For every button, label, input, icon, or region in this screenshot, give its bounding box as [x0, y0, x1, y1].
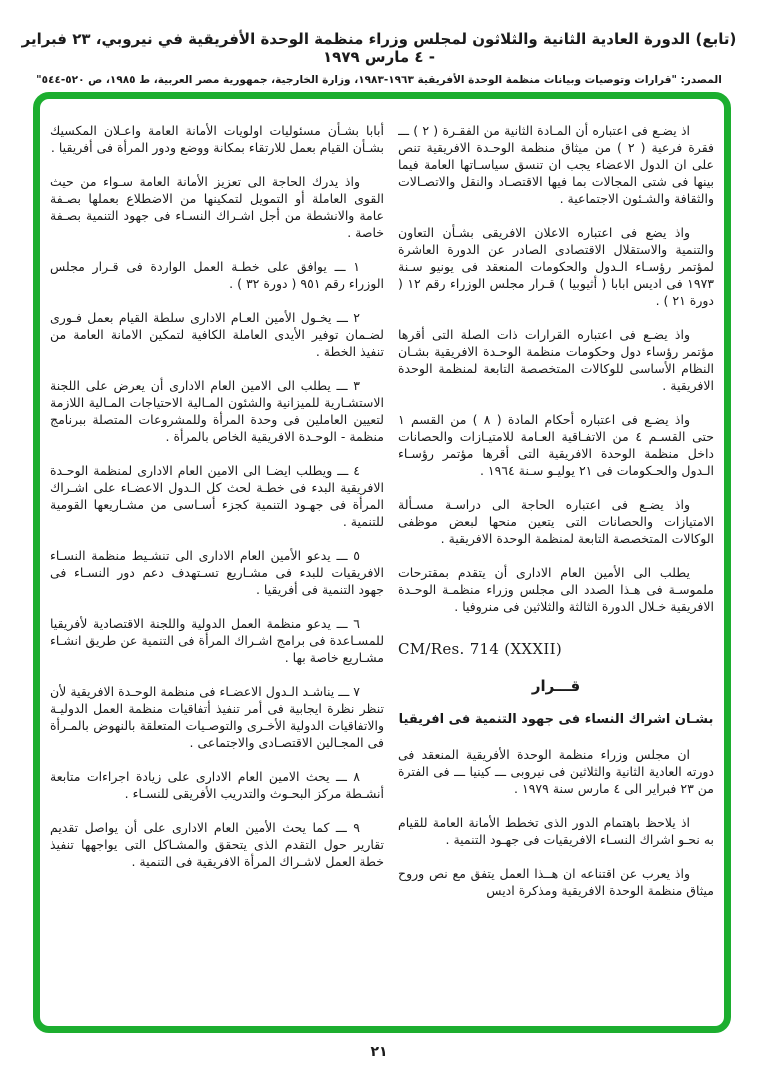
column-left	[50, 122, 384, 1012]
resolution-title: قـــرار	[531, 677, 581, 695]
paragraph-right-4: واذ يضـع فى اعتباره أحكام المادة ( ٨ ) من القسم ١ حتى القسـم ٤ من الاتفـاقية العـامة للامتيـازات والحصانات داخل منظمة الوحدة الافريقية التى أقرها مؤتمر رؤسـاء الـدول والحـكومات فى ٢١ يوليـو سـنة ١٩٦٤ .	[398, 412, 714, 478]
page-header	[0, 30, 758, 86]
paragraph-left-9: ٧ ـــ يناشـد الـدول الاعضـاء فى منظمة الوحـدة الافريقية لأن تنظر نظرة ايجابية فى أمر تنفيذ أتفاقيات منظمة العمل الدوليـة والاتفاقيات الدولية الأخـرى والتوصـيات المتعلقة بالنهوض بالمـرأة فى المجـالين الاقتصـادى والاجتماعى .	[50, 684, 384, 750]
column-right	[398, 122, 714, 1012]
paragraph-right-2: واذ يضع فى اعتباره الاعلان الافريقى بشـأن التعاون والتنمية والاستقلال الاقتصادى الصادر عن الدورة العاشرة لمؤتمر رؤسـاء الـدول والحكومات المنعقد فى يونيو سـنة ١٩٧٣ فى اديس ابابا ( أثيوبيا ) قـرار مجلس الوزراء رقم ١٢ ( دورة ٢١ ) .	[398, 225, 714, 308]
paragraph-right-8: اذ يلاحظ باهتمام الدور الذى تخطط الأمانة العامة للقيام به نحـو اشراك النسـاء الافريقيات فى جهـود التنمية .	[398, 815, 714, 847]
green-border-frame	[33, 92, 731, 1033]
paragraph-left-5: ٣ ـــ يطلب الى الامين العام الادارى أن يعرض على اللجنة الاستشـارية للميزانية والشئون المـالية الاحتياجات المـالية اللازمة لتعيين العاملين فى وحدة المرأة وللمشروعات المتصلة ببرنامج منظمة - الوحـدة الافريقية الخاص بالمرأة .	[50, 378, 384, 444]
paragraph-left-10: ٨ ـــ يحث الامين العام الادارى على زيادة اجراءات متابعة أنشـطة مركز البحـوث والتدريب الأفريقى للنسـاء .	[50, 769, 384, 801]
paragraph-left-3: ١ ـــ يوافق على خطـة العمل الواردة فى قـرار مجلس الوزراء رقم ٩٥١ ( دورة ٣٢ ) .	[50, 259, 384, 291]
paragraph-right-7: ان مجلس وزراء منظمة الوحدة الأفريقية المنعقد فى دورته العادية الثانية والثلاثين فى نيروبى ـــ كينيا ـــ فى الفترة من ٢٣ فبراير الى ٤ مارس سنة ١٩٧٩ .	[398, 747, 714, 796]
header-source-line: المصدر: "قرارات وتوصيات وبيانات منظمة الوحدة الأفريقية ١٩٦٣-١٩٨٣، وزارة الخارجية، جمهورية مصر العربية، ط ١٩٨٥، ص ٥٢٠-٥٤٤"	[36, 74, 722, 86]
page-number: ٢١	[370, 1044, 388, 1060]
paragraph-left-7: ٥ ـــ يدعو الأمين العام الادارى الى تنشـيط منظمة النسـاء الافريقيات للبدء فى مشـاريع تسـتهدف دعم دور النسـاء فى جهود التنمية فى أفريقيا .	[50, 548, 384, 597]
paragraph-left-2: واذ يدرك الحاجة الى تعزيز الأمانة العامة سـواء من حيث القوى العاملة أو التمويل لتمكينها من الاضطلاع بعملها بصـفة عامة والانشطة من أجل اشـراك النسـاء فى جهود التنمية بصـفة خاصة .	[50, 174, 384, 240]
paragraph-left-4: ٢ ـــ يخـول الأمين العـام الادارى سلطة القيام بعمل فـورى لضـمان توفير الأيدى العاملة الكافية لتمكين الامانة العامة من تنفيذ الخطة .	[50, 310, 384, 359]
paragraph-left-6: ٤ ـــ ويطلب ايضـا الى الامين العام الادارى لمنظمة الوحـدة الافريقية البدء فى خطـة لحث كل الـدول الاعضـاء على اشـراك المرأة فى جهـود التنمية كجزء أسـاسى من مشـاريعها القومية للتنمية .	[50, 463, 384, 529]
paragraph-left-11: ٩ ـــ كما يحث الأمين العام الادارى على أن يواصل تقديم تقارير حول التقدم الذى يتحقق والمشـاكل التى يواجهها تنفيذ خطة العمل لاشـراك المرأة الافريقية فى التنمية .	[50, 820, 384, 869]
header-session-title: (تابع) الدورة العادية الثانية والثلاثون لمجلس وزراء منظمة الوحدة الأفريقية في نيروبي، ٢٣ فبراير - ٤ مارس ١٩٧٩	[21, 30, 737, 66]
resolution-number: CM/Res. 714 (XXXII)	[398, 640, 562, 658]
paragraph-left-1: أبابا بشـأن مسئوليات اولويات الأمانة العامة واعـلان المكسيك بشـأن القيام بعمل للارتقاء بمكانة ووضع ودور المرأة فى أفريقيا .	[50, 123, 384, 155]
paragraph-left-8: ٦ ـــ يدعو منظمة العمل الدولية واللجنة الاقتصادية لأفريقيا للمسـاعدة فى برامج اشـراك المرأة فى التنمية عن طريق انشـاء مشـاريع خاصة بها .	[50, 616, 384, 665]
paragraph-right-3: واذ يضـع فى اعتباره القرارات ذات الصلة التى أقرها مؤتمر رؤساء دول وحكومات منظمة الوحـدة الافريقية بشـان النظام الأساسى للوكالات المتخصصة التابعة لمنظمة الوحدة الافريقية .	[398, 327, 714, 393]
paragraph-right-1: اذ يضـع فى اعتباره أن المـادة الثانية من الفقـرة ( ٢ ) ـــ فقرة فرعية ( ٢ ) من ميثاق منظمة الوحـدة الافريقية تنص على ان الدول الاعضاء يجب ان تنسق سياسـاتها العامة فيما بينها فى شتى المجالات بما فيها الاقتصـاد والنقل والاتصـالات والثقافة والشـئون الاجتماعية .	[398, 123, 714, 206]
resolution-subtitle: بشـان اشراك النساء فى جهود التنمية فى افريقيا	[398, 712, 714, 727]
paragraph-right-5: واذ يضـع فى اعتباره الحاجة الى دراسـة مسـألة الامتيازات والحصانات التى يتعين منحها لبعض موظفى الوكالات المتخصصة التابعة لمنظمة الوحدة الافريقية .	[398, 497, 714, 546]
paragraph-right-6: يطلب الى الأمين العام الادارى أن يتقدم بمقترحات ملموسـة فى هـذا الصدد الى مجلس وزراء منظمـة الوحـدة الافريقية خـلال الدورة الثالثة والثلاثين فى منروفيا .	[398, 565, 714, 614]
paragraph-right-9: واذ يعرب عن اقتناعه ان هــذا العمل يتفق مع نص وروح ميثاق منظمة الوحدة الافريقية ومذكرة اديس	[398, 866, 714, 898]
